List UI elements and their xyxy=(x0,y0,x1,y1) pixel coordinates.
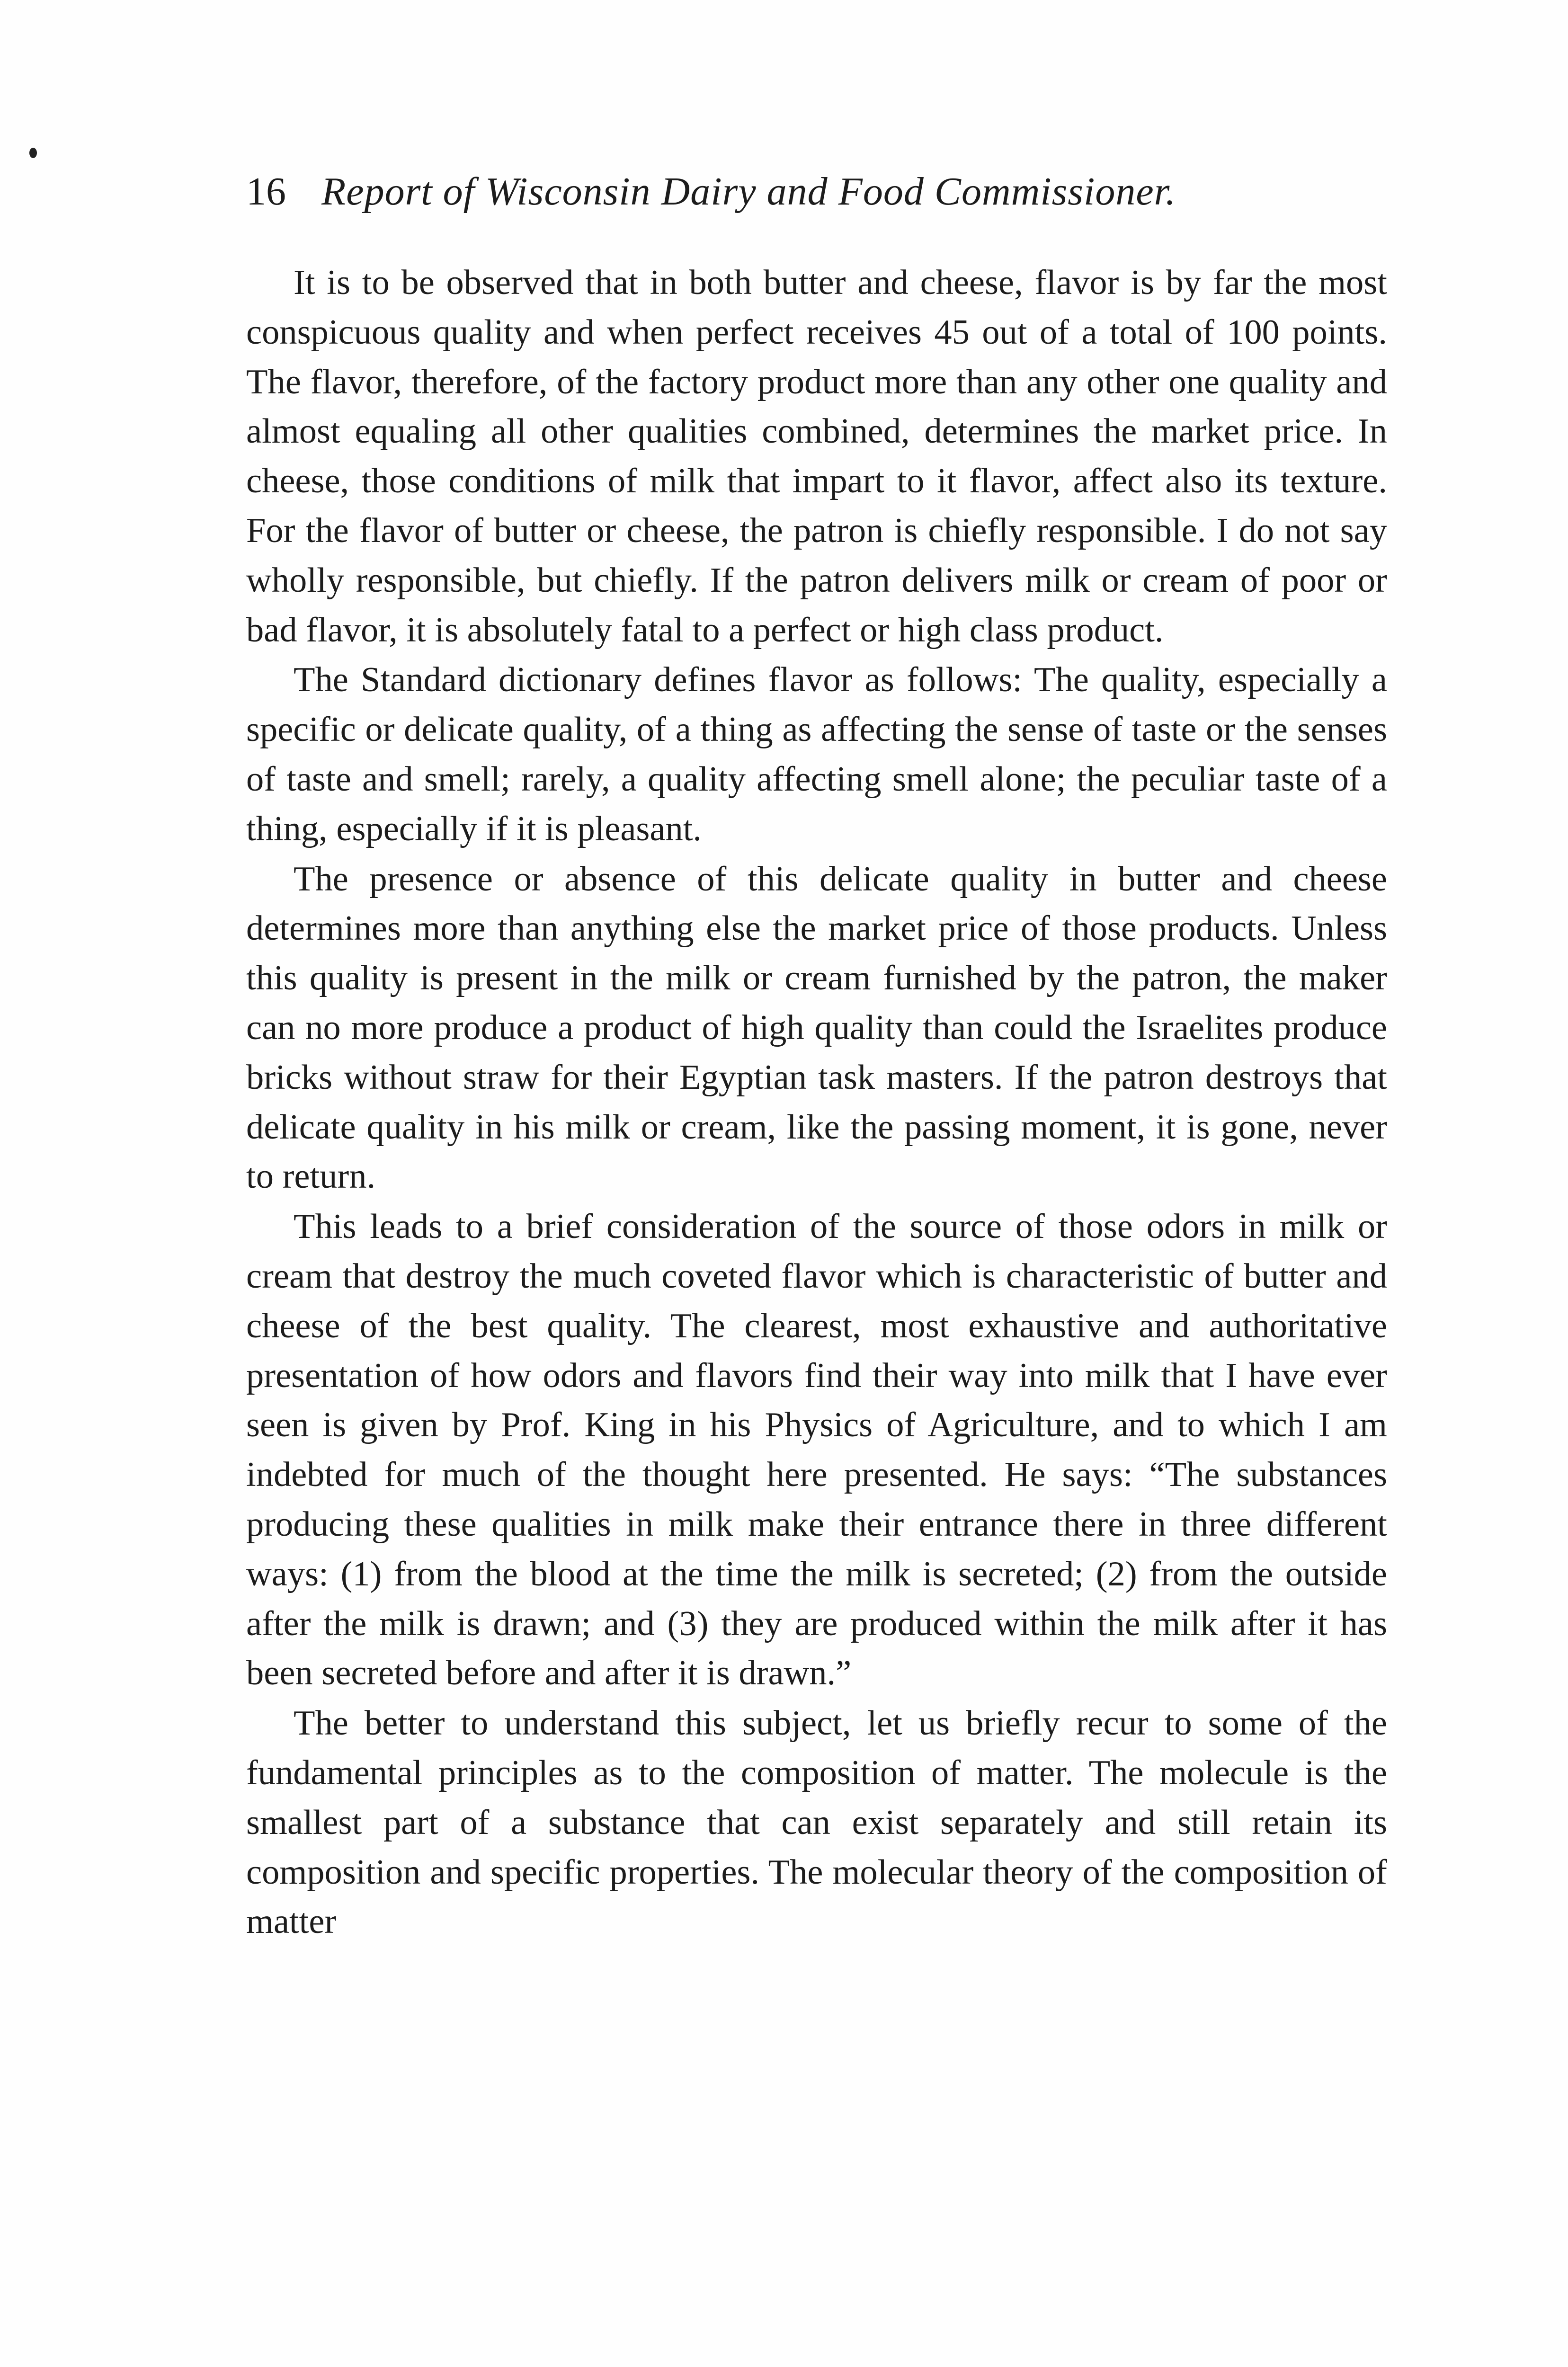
page-header xyxy=(246,168,1420,215)
running-title: Report of Wisconsin Dairy and Food Commissioner. xyxy=(321,169,1176,214)
paragraph-odor-sources: This leads to a brief consideration of the source of those odors in milk or cream that destroy the much coveted flavor which is characteristic of butter and cheese of the best quality. The clearest, most exhaustive and authoritative presentation of how odors and flavors find their way into milk that I have ever seen is given by Prof. King in his Physics of Agriculture, and to which I am indebted for much of the thought here presented. He says: “The substances producing these qualities in milk make their entrance there in three different ways: (1) from the blood at the time the milk is secreted; (2) from the outside after the milk is drawn; and (3) they are produced within the milk after it has been secreted before and after it is drawn.” xyxy=(246,1207,1387,1693)
paragraph-market-price: The presence or absence of this delicate quality in butter and cheese determines more than anything else the market price of those products. Unless this quality is present in the milk or cream furnished by the patron, the maker can no more produce a product of high quality than could the Israelites produce bricks without straw for their Egyptian task masters. If the patron destroys that delicate quality in his milk or cream, like the passing moment, it is gone, never to return. xyxy=(246,859,1387,1196)
paragraph-molecular-theory: The better to understand this subject, let us briefly recur to some of the fundamental principles as to the composition of matter. The molecule is the smallest part of a substance that can exist separately and still retain its composition and specific properties. The molecular theory of the composition of matter xyxy=(246,1704,1387,1941)
page-number: 16 xyxy=(246,169,286,214)
paragraph-flavor-importance: It is to be observed that in both butter and cheese, flavor is by far the most conspicuous quality and when perfect receives 45 out of a total of 100 points. The flavor, therefore, of the factory product more than any other one quality and almost equaling all other qualities combined, determines the market price. In cheese, those conditions of milk that impart to it flavor, affect also its texture. For the flavor of butter or cheese, the patron is chiefly responsible. I do not say wholly responsible, but chiefly. If the patron delivers milk or cream of poor or bad flavor, it is absolutely fatal to a perfect or high class product. xyxy=(246,263,1387,650)
print-speck-mark xyxy=(29,148,37,158)
body-text xyxy=(246,258,1387,1947)
paragraph-dictionary-definition: The Standard dictionary defines flavor as follows: The quality, especially a specific or delicate quality, of a thing as affecting the sense of taste or the senses of taste and smell; rarely, a quality affecting smell alone; the peculiar taste of a thing, especially if it is pleasant. xyxy=(246,660,1387,848)
